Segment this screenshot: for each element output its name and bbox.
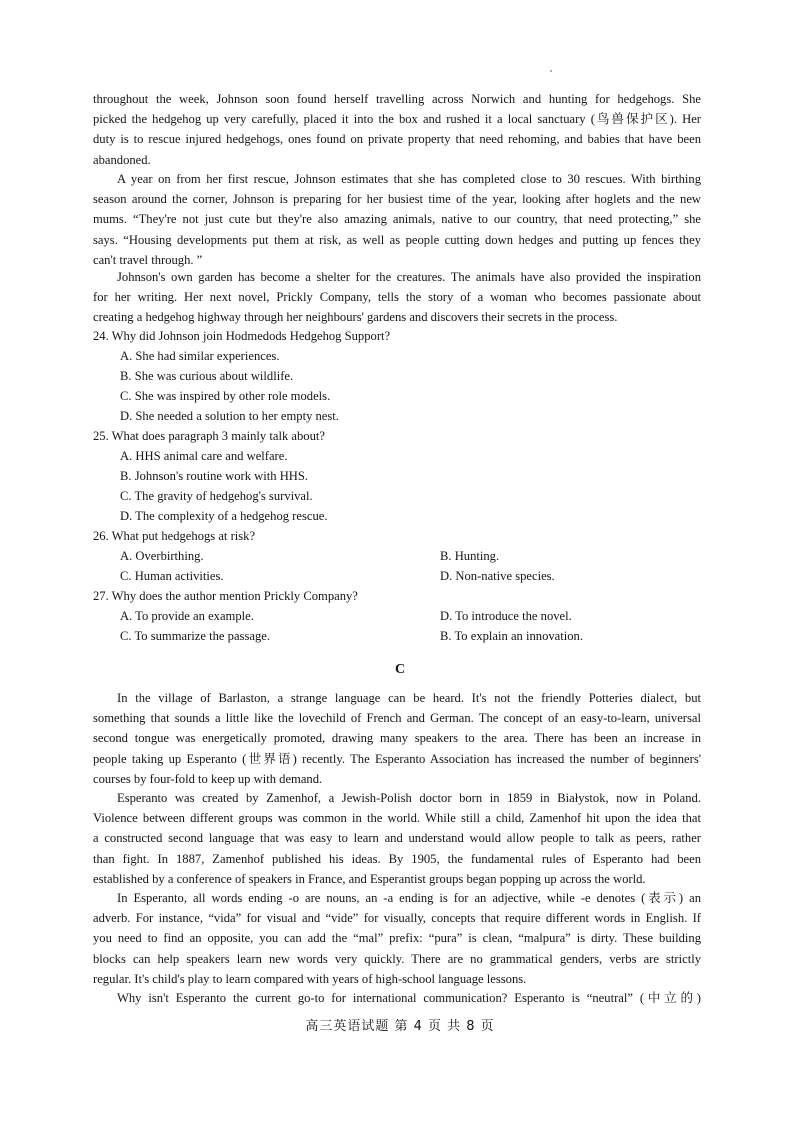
- text-line: Violence between different groups was common in the world. While still a child, Zamenhof hit upon the idea that: [93, 811, 701, 826]
- text-line: In Esperanto, all words ending -o are nouns, an -a ending is for an adjective, while -e denotes (表示) an: [117, 891, 701, 905]
- text-line: a constructed second language that was easy to learn and understand would allow people to talk as peers, rather: [93, 831, 701, 846]
- question-27-option-c[interactable]: C. To summarize the passage.: [120, 629, 270, 643]
- passage-b-paragraph-3: [93, 267, 701, 328]
- question-24-option-c[interactable]: C. She was inspired by other role models.: [120, 389, 331, 403]
- question-27-stem: 27. Why does the author mention Prickly Company?: [93, 589, 358, 603]
- question-25-option-c[interactable]: C. The gravity of hedgehog's survival.: [120, 489, 313, 503]
- text-line: for her writing. Her next novel, Prickly Company, tells the story of a woman who becomes passionate about: [93, 290, 701, 305]
- text-line: courses by four-fold to keep up with demand.: [93, 771, 323, 786]
- question-24-option-a[interactable]: A. She had similar experiences.: [120, 349, 280, 363]
- passage-b-paragraph-2: [93, 169, 701, 270]
- text-line: A year on from her first rescue, Johnson estimates that she has completed close to 30 rescues. With birthing: [117, 172, 701, 186]
- text-line: something that sounds a little like the lovechild of French and German. The concept of an easy-to-learn, universal: [93, 711, 701, 726]
- question-27-option-d[interactable]: D. To introduce the novel.: [440, 609, 572, 623]
- text-line: Esperanto was created by Zamenhof, a Jewish-Polish doctor born in 1859 in Białystok, now in Poland.: [117, 791, 701, 805]
- text-line: In the village of Barlaston, a strange language can be heard. It's not the friendly Potteries dialect, but: [117, 691, 701, 705]
- question-25-option-b[interactable]: B. Johnson's routine work with HHS.: [120, 469, 309, 483]
- text-line: throughout the week, Johnson soon found herself travelling across Norwich and hunting for hedgehogs. She: [93, 92, 701, 106]
- question-27-option-b[interactable]: B. To explain an innovation.: [440, 629, 583, 643]
- text-line: people taking up Esperanto (世界语) recently. The Esperanto Association has increased the number of beginners': [93, 751, 701, 766]
- question-26-option-c[interactable]: C. Human activities.: [120, 569, 224, 583]
- section-c-title: C: [394, 662, 406, 677]
- question-24-option-b[interactable]: B. She was curious about wildlife.: [120, 369, 294, 383]
- text-line: says. “Housing developments put them at risk, as well as people cutting down hedges and putting up fences they: [93, 232, 701, 247]
- text-line: regular. It's child's play to learn compared with years of high-school language lessons.: [93, 971, 527, 986]
- question-26-option-a[interactable]: A. Overbirthing.: [120, 549, 204, 563]
- text-line: can't travel through. ”: [93, 252, 203, 267]
- scan-speck: [550, 70, 552, 72]
- question-24-stem: 24. Why did Johnson join Hodmedods Hedgehog Support?: [93, 329, 391, 343]
- question-25-option-a[interactable]: A. HHS animal care and welfare.: [120, 449, 288, 463]
- page-footer: 高三英语试题 第 4 页 共 8 页: [305, 1019, 495, 1034]
- text-line: blocks can help speakers learn new words very quickly. There are no grammatical genders, verbs are strictly: [93, 951, 701, 966]
- question-26-option-b[interactable]: B. Hunting.: [440, 549, 500, 563]
- text-line: Why isn't Esperanto the current go-to for international communication? Esperanto is “neutral” (中立的): [117, 991, 701, 1005]
- question-26-option-d[interactable]: D. Non-native species.: [440, 569, 555, 583]
- passage-b-paragraph-1: [93, 89, 701, 170]
- text-line: you need to find an opposite, you can add the “mal” prefix: “pura” is clean, “malpura” is dirty. These building: [93, 931, 701, 946]
- text-line: mums. “They're not just cute but they're also amazing animals, native to our country, that need protecting,” she: [93, 212, 701, 227]
- question-26-stem: 26. What put hedgehogs at risk?: [93, 529, 256, 543]
- text-line: established by a conference of speakers in France, and Esperantist groups began popping up across the world.: [93, 871, 646, 886]
- text-line: abandoned.: [93, 152, 151, 167]
- text-line: Johnson's own garden has become a shelter for the creatures. The animals have also provided the inspiration: [117, 270, 701, 284]
- text-line: second tongue was energetically promoted, drawing many speakers to the area. There has been an increase in: [93, 731, 701, 746]
- text-line: picked the hedgehog up very carefully, placed it into the box and rushed it a local sanctuary (鸟兽保护区). Her: [93, 112, 701, 127]
- text-line: creating a hedgehog highway through her neighbours' gardens and discovers their secrets in the process.: [93, 310, 618, 325]
- text-line: season around the corner, Johnson is preparing for her busiest time of the year, looking after hoglets and the new: [93, 192, 701, 207]
- text-line: than fight. In 1887, Zamenhof published his ideas. By 1905, the fundamental rules of Esperanto had been: [93, 851, 701, 866]
- text-line: duty is to rescue injured hedgehogs, ones found on private property that need rehoming, and babies that have been: [93, 132, 701, 147]
- question-25-option-d[interactable]: D. The complexity of a hedgehog rescue.: [120, 509, 328, 523]
- section-c-paragraph-4: [93, 988, 701, 1008]
- text-line: adverb. For instance, “vida” for visual and “vide” for visually, concepts that require different words in English. If: [93, 911, 701, 926]
- question-25-stem: 25. What does paragraph 3 mainly talk about?: [93, 429, 325, 443]
- question-24-option-d[interactable]: D. She needed a solution to her empty nest.: [120, 409, 339, 423]
- section-c-paragraph-1: [93, 688, 701, 789]
- section-c-paragraph-2: [93, 788, 701, 889]
- section-c-paragraph-3: [93, 888, 701, 989]
- question-27-option-a[interactable]: A. To provide an example.: [120, 609, 254, 623]
